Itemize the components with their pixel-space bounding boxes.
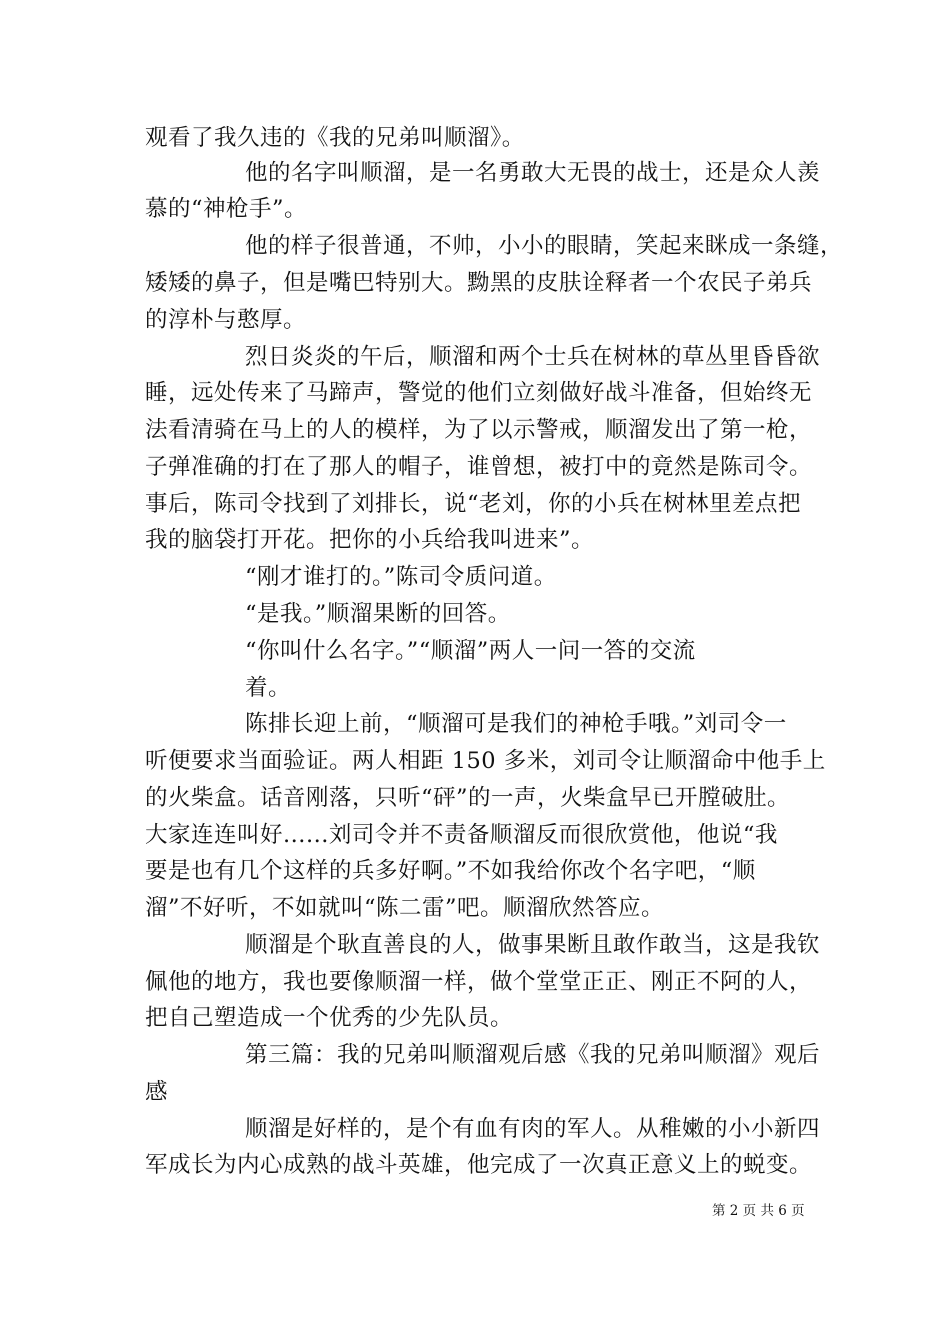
- paragraph-start-line: 他的样子很普通，不帅，小小的眼睛，笑起来眯成一条缝，: [245, 233, 844, 259]
- paragraph-start-line: 他的名字叫顺溜，是一名勇敢大无畏的战士，还是众人羡: [245, 160, 821, 186]
- text-line: 把自己塑造成一个优秀的少先队员。: [145, 1005, 514, 1031]
- text-line: 子弹准确的打在了那人的帽子，谁曾想，被打中的竟然是陈司令。: [145, 454, 813, 480]
- section-heading-line: 第三篇：我的兄弟叫顺溜观后感《我的兄弟叫顺溜》观后: [245, 1042, 821, 1068]
- text-line: 佩他的地方，我也要像顺溜一样，做个堂堂正正、刚正不阿的人，: [145, 969, 813, 995]
- text-line: 听便要求当面验证。两人相距 150 多米，刘司令让顺溜命中他手上: [145, 748, 826, 774]
- text-line: 军成长为内心成熟的战斗英雄，他完成了一次真正意义上的蜕变。: [145, 1152, 813, 1178]
- page-number: 第 2 页 共 6 页: [712, 1203, 805, 1219]
- text-line: 溜”不好听，不如就叫“陈二雷”吧。顺溜欣然答应。: [145, 895, 665, 921]
- text-line: 事后，陈司令找到了刘排长，说“老刘，你的小兵在树林里差点把: [145, 491, 802, 517]
- paragraph-start-line: 顺溜是好样的，是个有血有肉的军人。从稚嫩的小小新四: [245, 1116, 821, 1142]
- paragraph-start-line: 烈日炎炎的午后，顺溜和两个士兵在树林的草丛里昏昏欲: [245, 344, 821, 370]
- dialogue-line: “是我。”顺溜果断的回答。: [245, 601, 511, 627]
- section-heading-line: 感: [145, 1079, 169, 1105]
- text-line: 观看了我久违的《我的兄弟叫顺溜》。: [145, 125, 525, 151]
- paragraph-start-line: 陈排长迎上前，“顺溜可是我们的神枪手哦。”刘司令一: [245, 711, 787, 737]
- dialogue-line: 着。: [245, 675, 292, 701]
- text-line: 矮矮的鼻子，但是嘴巴特别大。黝黑的皮肤诠释者一个农民子弟兵: [145, 270, 813, 296]
- paragraph-start-line: 顺溜是个耿直善良的人，做事果断且敢作敢当，这是我钦: [245, 932, 821, 958]
- text-line: 大家连连叫好......刘司令并不责备顺溜反而很欣赏他，他说“我: [145, 822, 778, 848]
- dialogue-line: “你叫什么名字。”“顺溜”两人一问一答的交流: [245, 638, 696, 664]
- text-line: 的火柴盒。话音刚落，只听“砰”的一声，火柴盒早已开膛破肚。: [145, 785, 791, 811]
- text-line: 法看清骑在马上的人的模样，为了以示警戒，顺溜发出了第一枪，: [145, 417, 813, 443]
- text-line: 要是也有几个这样的兵多好啊。”不如我给你改个名字吧，“顺: [145, 858, 756, 884]
- text-line: 睡，远处传来了马蹄声，警觉的他们立刻做好战斗准备，但始终无: [145, 380, 813, 406]
- text-line: 慕的“神枪手”。: [145, 196, 308, 222]
- dialogue-line: “刚才谁打的。”陈司令质问道。: [245, 564, 557, 590]
- text-line: 我的脑袋打开花。把你的小兵给我叫进来”。: [145, 527, 595, 553]
- text-line: 的淳朴与憨厚。: [145, 307, 307, 333]
